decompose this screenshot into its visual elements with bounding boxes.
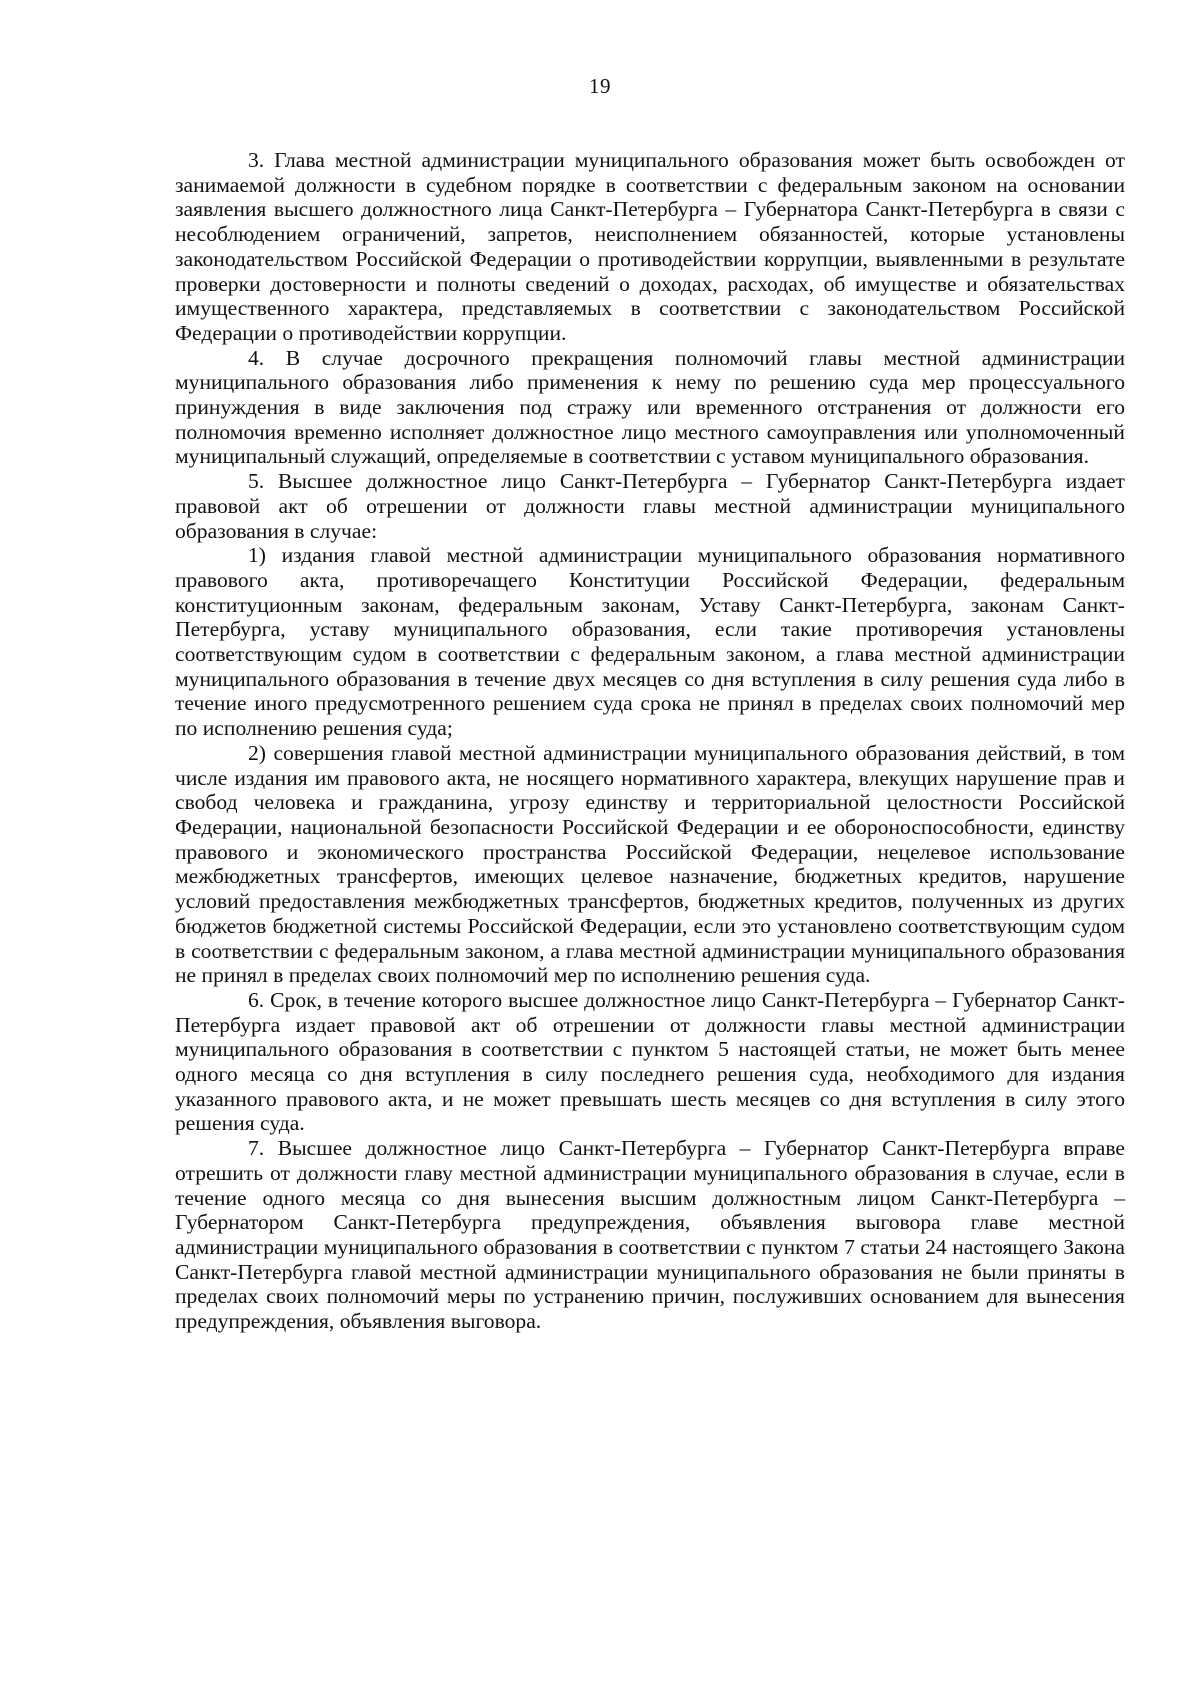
subparagraph-item-5-2: 2) совершения главой местной администрации муниципального образования действий, в том числе издания им правового акта, не носящего нормативного характера, влекущих нарушение прав и свобод человека и гражданина, угрозу единству и территориальной целостности Российской Федерации, национальной безопасности Российской Федерации и ее обороноспособности, единству правового и экономического пространства Российской Федерации, нецелевое использование межбюджетных трансфертов, имеющих целевое назначение, бюджетных кредитов, нарушение условий предоставления межбюджетных трансфертов, бюджетных кредитов, полученных из других бюджетов бюджетной системы Российской Федерации, если это установлено соответствующим судом в соответствии с федеральным законом, а глава местной администрации муниципального образования не принял в пределах своих полномочий мер по исполнению решения суда. [175,740,1125,988]
page-number: 19 [589,74,611,98]
paragraph-item-6: 6. Срок, в течение которого высшее должностное лицо Санкт-Петербурга – Губернатор Санкт-Петербурга издает правовой акт об отрешении от должности главы местной администрации муниципального образования в соответствии с пунктом 5 настоящей статьи, не может быть менее одного месяца со дня вступления в силу последнего решения суда, необходимого для издания указанного правового акта, и не может превышать шесть месяцев со дня вступления в силу этого решения суда. [175,987,1125,1136]
paragraph-item-3: 3. Глава местной администрации муниципального образования может быть освобожден от занимаемой должности в судебном порядке в соответствии с федеральным законом на основании заявления высшего должностного лица Санкт-Петербурга – Губернатора Санкт-Петербурга в связи с несоблюдением ограничений, запретов, неисполнением обязанностей, которые установлены законодательством Российской Федерации о противодействии коррупции, выявленными в результате проверки достоверности и полноты сведений о доходах, расходах, об имуществе и обязательствах имущественного характера, представляемых в соответствии с законодательством Российской Федерации о противодействии коррупции. [175,148,1125,345]
paragraph-item-5: 5. Высшее должностное лицо Санкт-Петербурга – Губернатор Санкт-Петербурга издает правовой акт об отрешении от должности главы местной администрации муниципального образования в случае: [175,469,1125,543]
paragraph-item-4: 4. В случае досрочного прекращения полномочий главы местной администрации муниципального образования либо применения к нему по решению суда мер процессуального принуждения в виде заключения под стражу или временного отстранения от должности его полномочия временно исполняет должностное лицо местного самоуправления или уполномоченный муниципальный служащий, определяемые в соответствии с уставом муниципального образования. [175,345,1125,469]
paragraph-item-7: 7. Высшее должностное лицо Санкт-Петербурга – Губернатор Санкт-Петербурга вправе отрешить от должности главу местной администрации муниципального образования в случае, если в течение одного месяца со дня вынесения высшим должностным лицом Санкт-Петербурга – Губернатором Санкт-Петербурга предупреждения, объявления выговора главе местной администрации муниципального образования в соответствии с пунктом 7 статьи 24 настоящего Закона Санкт-Петербурга главой местной администрации муниципального образования не были приняты в пределах своих полномочий меры по устранению причин, послуживших основанием для вынесения предупреждения, объявления выговора. [175,1136,1125,1334]
document-body [175,148,1125,1334]
subparagraph-item-5-1: 1) издания главой местной администрации муниципального образования нормативного правового акта, противоречащего Конституции Российской Федерации, федеральным конституционным законам, федеральным законам, Уставу Санкт-Петербурга, законам Санкт-Петербурга, уставу муниципального образования, если такие противоречия установлены соответствующим судом в соответствии с федеральным законом, а глава местной администрации муниципального образования в течение двух месяцев со дня вступления в силу решения суда либо в течение иного предусмотренного решением суда срока не принял в пределах своих полномочий мер по исполнению решения суда; [175,543,1125,741]
